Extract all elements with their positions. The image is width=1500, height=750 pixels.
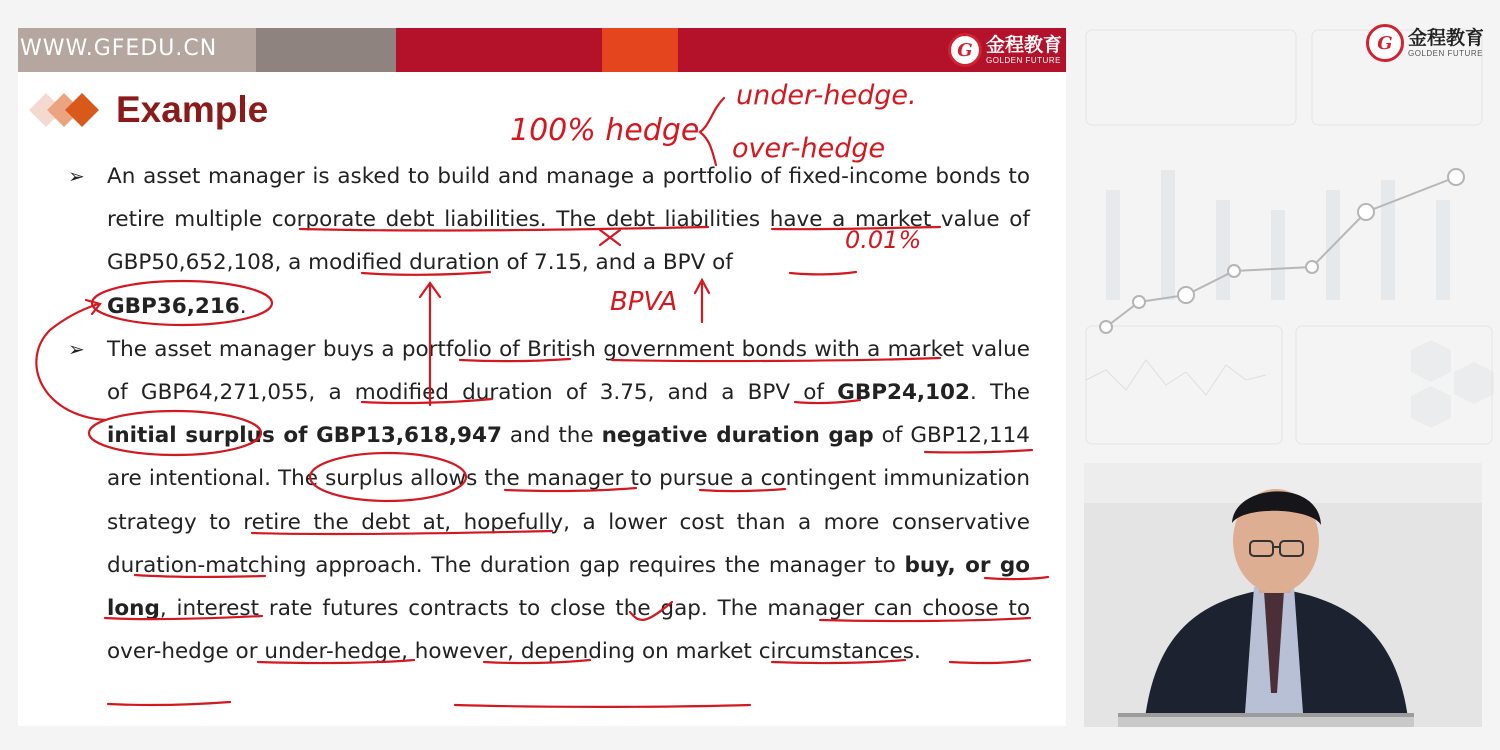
text: of: [873, 423, 911, 449]
text: surplus: [325, 466, 404, 492]
text: .: [239, 293, 247, 319]
right-panel: [1066, 0, 1500, 750]
bullet-arrow-icon: ➢: [68, 164, 85, 188]
text: interest rate futures: [176, 596, 399, 622]
presenter-video: [1084, 463, 1482, 727]
slide-title: Example: [116, 89, 269, 130]
text: 50,652,108: [151, 250, 275, 276]
banner-segment-red: [396, 28, 602, 72]
bullet-arrow-icon: ➢: [68, 336, 85, 361]
text: strategy to retire the debt at, hopefully, a: [107, 509, 609, 535]
text: manager: [767, 596, 865, 622]
banner-segment-red-right: [678, 28, 1066, 72]
presenter-image: [1084, 463, 1482, 727]
text: , and a BPV of: [581, 250, 733, 276]
brand-name-en: GOLDEN FUTURE: [985, 55, 1061, 65]
slide-banner: [18, 28, 1066, 72]
brand-logo: [948, 30, 1062, 70]
brand-logo-corner: [1366, 24, 1484, 62]
text: , a modified duration of: [308, 380, 600, 406]
slide-body: [68, 155, 1030, 673]
diamond-icon: [28, 88, 110, 132]
text: , depending on: [507, 639, 676, 665]
text: debt liabilities: [605, 207, 761, 233]
text: with a market value of GBP: [107, 336, 1031, 406]
text: portfolio: [401, 336, 492, 362]
text: British government bonds: [527, 336, 807, 362]
text: intentional: [148, 466, 265, 492]
text: requires the manager to: [619, 552, 905, 578]
text: . The: [264, 466, 326, 492]
text: . The: [969, 380, 1030, 406]
text: .: [913, 639, 921, 665]
text: over-hedge: [107, 639, 229, 665]
text: . The: [539, 207, 606, 233]
text: have a market value of GBP: [107, 207, 1031, 276]
text: An asset manager is asked to build and manage a portfolio of fixed-income bonds to retire: [107, 164, 1030, 233]
text: and the: [501, 423, 602, 449]
text: market circumstances: [675, 639, 914, 665]
logo-icon: G: [948, 33, 982, 67]
annotation-pct: 0.01%: [845, 226, 922, 254]
bold-text: GBP36,216: [107, 293, 240, 319]
bold-text: buy, or go long: [107, 552, 1031, 622]
text: 3.75: [599, 380, 648, 406]
title-row: [28, 88, 268, 132]
text: under-hedge, however: [264, 639, 508, 665]
annotation-hedge-100: 100% hedge: [510, 113, 700, 148]
bold-text: initial surplus of GBP13,618,947: [107, 423, 502, 449]
text: contingent immunization: [760, 466, 1031, 492]
text: lower cost: [608, 509, 725, 535]
banner-segment-orange: [602, 28, 678, 72]
text: close the gap: [550, 596, 701, 622]
bullet-paragraph-1: [68, 155, 1030, 328]
brand-name-cn: 金程教育: [985, 33, 1062, 56]
brand-name-cn: 金程教育: [1407, 26, 1484, 49]
text: The asset manager buys a: [107, 336, 402, 362]
text: The duration gap: [431, 552, 620, 578]
banner-segment-grey: [18, 28, 256, 72]
annotation-over-hedge: over-hedge: [732, 133, 886, 164]
site-url: WWW.GFEDU.CN: [20, 36, 218, 61]
text: 7.15: [534, 250, 582, 276]
text: . The: [700, 596, 768, 622]
logo-icon: G: [1366, 24, 1404, 62]
background-decoration: [1066, 0, 1500, 460]
text: multiple corporate debt liabilities: [174, 207, 540, 233]
text: than a more conservative duration-matching approach.: [107, 509, 1030, 578]
bullet-paragraph-2: [68, 328, 1030, 674]
brand-name-en: GOLDEN FUTURE: [1407, 48, 1483, 58]
bold-text: negative duration gap: [601, 423, 874, 449]
text: , and a BPV of: [647, 380, 838, 406]
text: ,: [159, 596, 177, 622]
annotation-under-hedge: under-hedge.: [736, 80, 917, 111]
text: allows the manager to pursue a: [403, 466, 761, 492]
text: , a modified duration of: [274, 250, 535, 276]
annotation-bpv: BPVA: [610, 287, 678, 317]
slide: [18, 28, 1066, 726]
bold-text: GBP24,102: [837, 380, 970, 406]
text: are: [107, 466, 149, 492]
text: GBP12,114: [910, 423, 1030, 449]
text: can choose to: [864, 596, 1030, 622]
text: of: [491, 336, 528, 362]
text: contracts to: [398, 596, 551, 622]
text: 64,271,055: [185, 380, 309, 406]
banner-segment-darkgrey: [256, 28, 396, 72]
text: or: [228, 639, 265, 665]
